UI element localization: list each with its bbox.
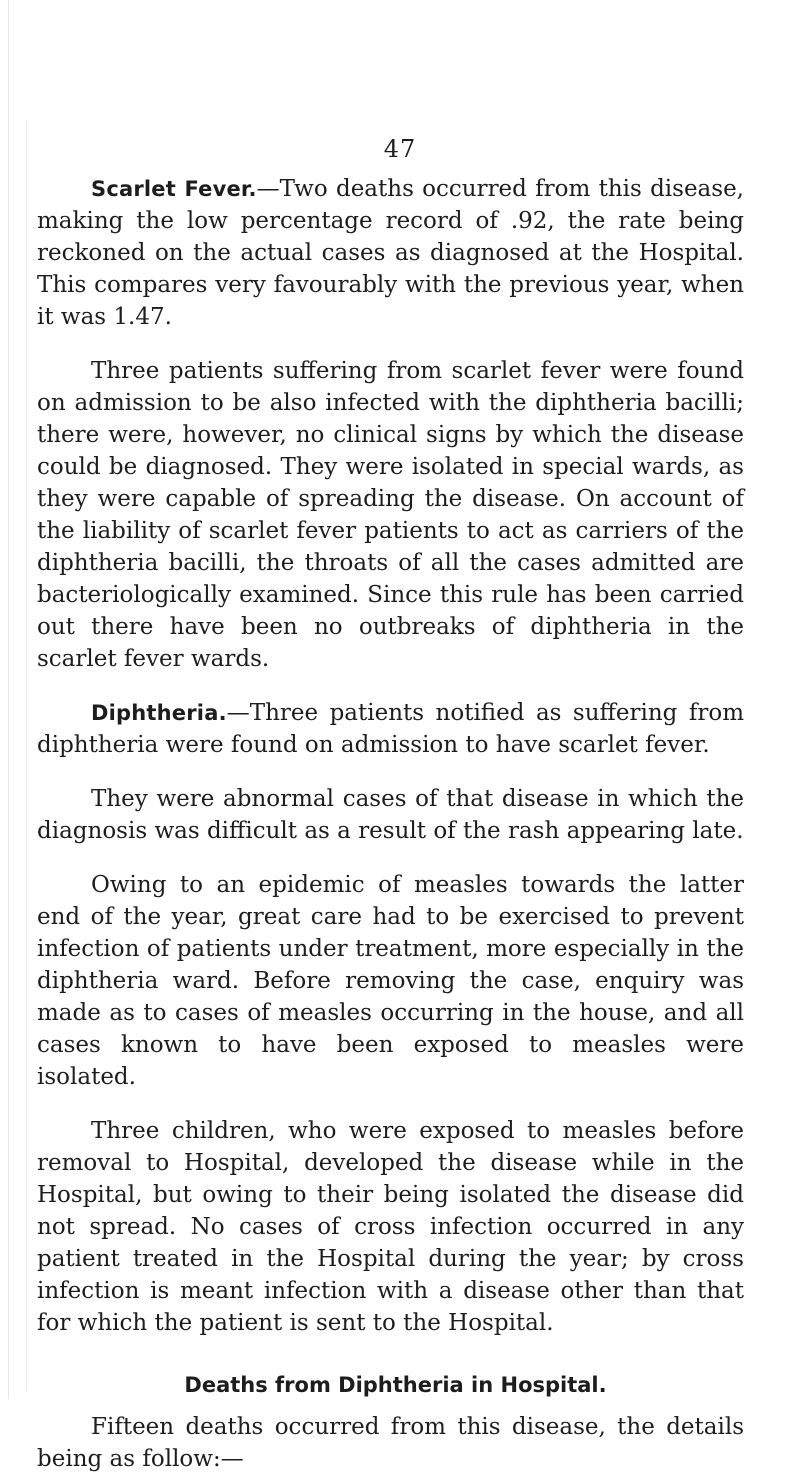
page-number: 47	[383, 135, 417, 163]
binding-line	[8, 0, 9, 1399]
paragraph-text: —Two deaths occurred from this disease, making the low percentage record of .92, the rate being reckoned on the actual cases as diagnosed at the Hospital. This compares very favourably with the previous year, when it was 1.47.	[37, 176, 744, 330]
section-heading-deaths: Deaths from Diphtheria in Hospital.	[184, 1373, 607, 1397]
heading-scarlet-fever: Scarlet Fever.	[91, 177, 257, 201]
paragraph-measles-epidemic: Owing to an epidemic of measles towards the latter end of the year, great care had to be exercised to prevent infection of patients under treatment, more especially in the diphtheria ward. Before removing the case, enquiry was made as to cases of measles occurring in the house, and all cases known to have been exposed to measles were isolated.	[37, 872, 744, 1090]
paragraph-text: —Three patients notified as suffering from diphtheria were found on admission to have scarlet fever.	[37, 700, 744, 758]
paragraph-diphtheria	[37, 697, 744, 761]
paragraph-cross-infection: Three children, who were exposed to measles before removal to Hospital, developed the disease while in the Hospital, but owing to their being isolated the disease did not spread. No cases of cross infection occurred in any patient treated in the Hospital during the year; by cross infection is meant infection with a disease other than that for which the patient is sent to the Hospital.	[37, 1118, 744, 1336]
binding-shadow	[26, 120, 27, 1390]
paragraph-fifteen-deaths: Fifteen deaths occurred from this disease, the details being as follow:—	[37, 1414, 744, 1472]
heading-diphtheria: Diphtheria.	[91, 701, 227, 725]
body-text	[37, 173, 744, 1475]
paragraph-abnormal-cases: They were abnormal cases of that disease in which the diagnosis was difficult as a result of the rash appearing late.	[37, 786, 744, 844]
paragraph-scarlet-fever	[37, 173, 744, 333]
paragraph-carriers: Three patients suffering from scarlet fever were found on admission to be also infected with the diphtheria bacilli; there were, however, no clinical signs by which the disease could be diagnosed. They were isolated in special wards, as they were capable of spreading the disease. On account of the liability of scarlet fever patients to act as carriers of the diphtheria bacilli, the throats of all the cases admitted are bacteriologically examined. Since this rule has been carried out there have been no outbreaks of diphtheria in the scarlet fever wards.	[37, 358, 744, 672]
